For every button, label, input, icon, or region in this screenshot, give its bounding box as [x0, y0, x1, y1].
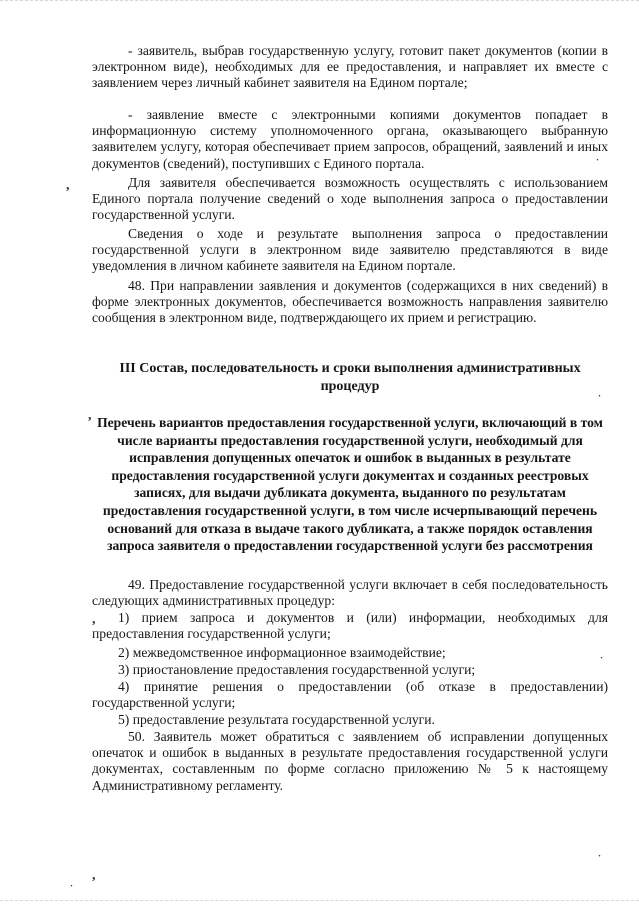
list-item-5: 5) предоставление результата государственной услуги. — [118, 712, 435, 727]
scan-edge-bottom — [0, 900, 639, 902]
paragraph-applicant-selects-service: - заявитель, выбрав государственную услугу, готовит пакет документов (копии в электронном виде), необходимых для ее предоставления, и направляет их вместе с заявлением через личный кабинет заявителя на Едином портале; — [92, 43, 608, 91]
scan-speck: · — [598, 851, 602, 861]
paragraph-status-notification: Сведения о ходе и результате выполнения запроса о предоставлении государственной услуги в электронном виде заявителю представляются в виде уведомления в личном кабинете заявителя на Едином портале. — [92, 226, 608, 274]
section-heading: III Состав, последовательность и сроки выполнения административных процедур — [119, 361, 581, 394]
subsection-heading: Перечень вариантов предоставления государственной услуги, включающий в том числе варианты предоставления государственной услуги, необходимый для исправления допущенных опечаток и ошибок в выданных в результате предоставления государственной услуги документах и созданных реестровых записях, для выдачи дубликата документа, выданного по результатам предоставления государственной услуги, в том числе исчерпывающий перечень оснований для отказа в выдаче такого дубликата, а также порядок оставления запроса заявителя о предоставлении государственной услуги без рассмотрения — [97, 415, 603, 554]
list-item-2: 2) межведомственное информационное взаимодействие; — [118, 645, 446, 660]
scan-speck: · — [600, 653, 604, 663]
list-item-1: 1) прием запроса и документов и (или) информации, необходимых для предоставления государственной услуги; — [92, 610, 608, 642]
scan-speck: · — [596, 155, 600, 165]
list-item-4: 4) принятие решения о предоставлении (об отказе в предоставлении) государственной услуги; — [92, 679, 608, 711]
paragraph-49: 49. Предоставление государственной услуги включает в себя последовательность следующих административных процедур: — [92, 577, 608, 609]
paragraph-50: 50. Заявитель может обратиться с заявлением об исправлении допущенных опечаток и ошибок в выданных в результате предоставления государственной услуги документах, составленным по форме согласно приложению № 5 к настоящему Административному регламенту. — [92, 729, 608, 793]
list-item-3: 3) приостановление предоставления государственной услуги; — [118, 662, 476, 677]
scan-edge-top — [0, 0, 639, 2]
paragraph-status-information: Для заявителя обеспечивается возможность осуществлять с использованием Единого портала получение сведений о ходе выполнения запроса о предоставлении государственной услуги. — [92, 175, 608, 223]
scan-speck: , — [92, 612, 96, 627]
scan-speck: , — [88, 408, 92, 423]
paragraph-48: 48. При направлении заявления и документов (содержащихся в них сведений) в форме электронных документов, обеспечивается возможность направления заявителю сообщения в электронном виде, подтверждающего их прием и регистрацию. — [92, 278, 608, 326]
paragraph-application-enters-system: - заявление вместе с электронными копиями документов попадает в информационную систему уполномоченного органа, оказывающего выбранную заявителем услугу, которая обеспечивает прием запросов, обращений, заявлений и иных документов (сведений), поступивших с Единого портала. — [92, 107, 608, 171]
scan-speck: , — [66, 178, 70, 193]
scan-speck: · — [70, 881, 74, 891]
scan-speck: , — [92, 868, 96, 883]
scan-speck: · — [598, 391, 602, 401]
